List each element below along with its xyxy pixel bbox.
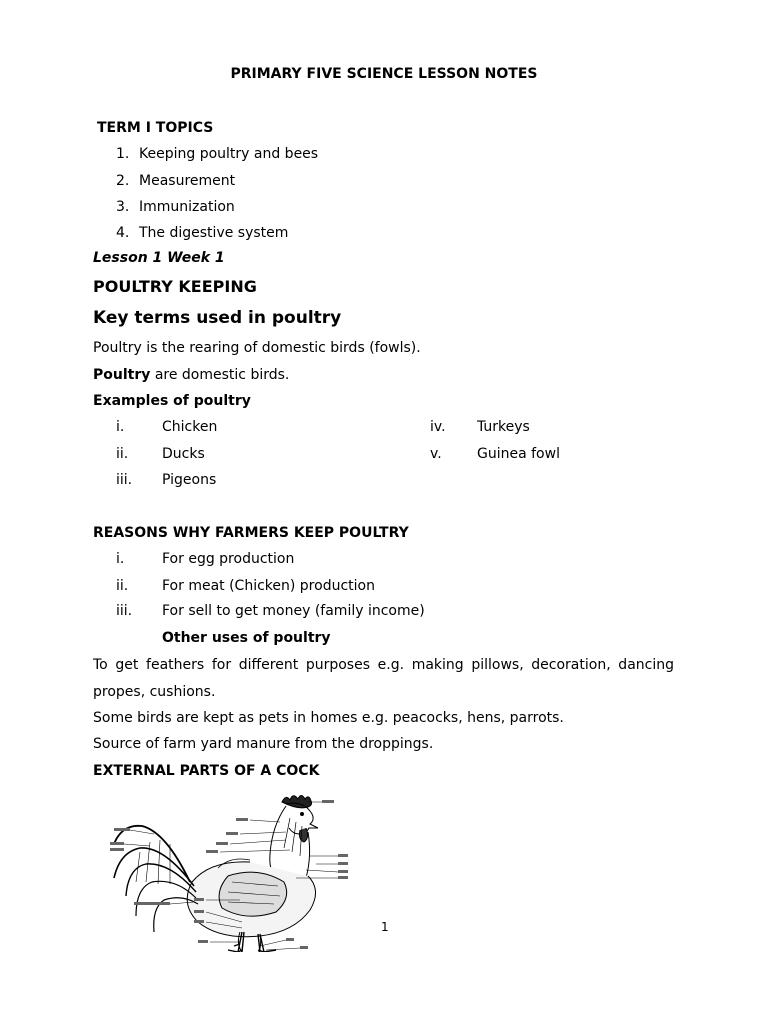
example-item: Pigeons [162,472,217,488]
definition-line [93,366,289,384]
other-uses-heading: Other uses of poultry [162,630,331,646]
key-terms-heading: Key terms used in poultry [93,308,342,328]
lesson-label: Lesson 1 Week 1 [93,250,225,266]
example-item: Chicken [162,419,218,435]
example-number: v. [430,446,442,462]
definition-line: Poultry is the rearing of domestic birds (fowls). [93,340,421,356]
topic-item: Measurement [139,173,236,189]
paragraph-line: Source of farm yard manure from the droppings. [93,736,434,752]
reason-item: For egg production [162,551,295,567]
paragraph-line: Some birds are kept as pets in homes e.g. peacocks, hens, parrots. [93,710,564,726]
page-number: 1 [381,920,389,934]
examples-heading: Examples of poultry [93,393,251,409]
paragraph-line: To get feathers for different purposes e.g. making pillows, decoration, dancing [93,657,674,673]
paragraph-line: propes, cushions. [93,684,216,700]
reason-number: ii. [116,578,129,594]
topic-number: 1. [116,146,130,162]
example-item: Guinea fowl [477,446,560,462]
topic-number: 3. [116,199,130,215]
reason-number: i. [116,551,125,567]
reason-number: iii. [116,603,133,619]
external-parts-heading: EXTERNAL PARTS OF A COCK [93,763,320,779]
topic-number: 4. [116,225,130,241]
reason-item: For sell to get money (family income) [162,603,425,619]
section-heading: POULTRY KEEPING [93,277,257,296]
example-item: Turkeys [477,419,530,435]
example-number: iii. [116,472,133,488]
example-number: i. [116,419,125,435]
example-item: Ducks [162,446,205,462]
topic-item: The digestive system [139,225,289,241]
definition-text: are domestic birds. [150,367,290,383]
reasons-heading: REASONS WHY FARMERS KEEP POULTRY [93,525,409,541]
topic-item: Keeping poultry and bees [139,146,319,162]
term-heading: TERM I TOPICS [97,120,214,136]
topic-number: 2. [116,173,130,189]
topic-item: Immunization [139,199,235,215]
example-number: ii. [116,446,129,462]
reason-item: For meat (Chicken) production [162,578,375,594]
page-title: PRIMARY FIVE SCIENCE LESSON NOTES [230,66,538,82]
defined-term: Poultry [93,367,151,383]
example-number: iv. [430,419,446,435]
cock-diagram-illustration [110,782,350,952]
